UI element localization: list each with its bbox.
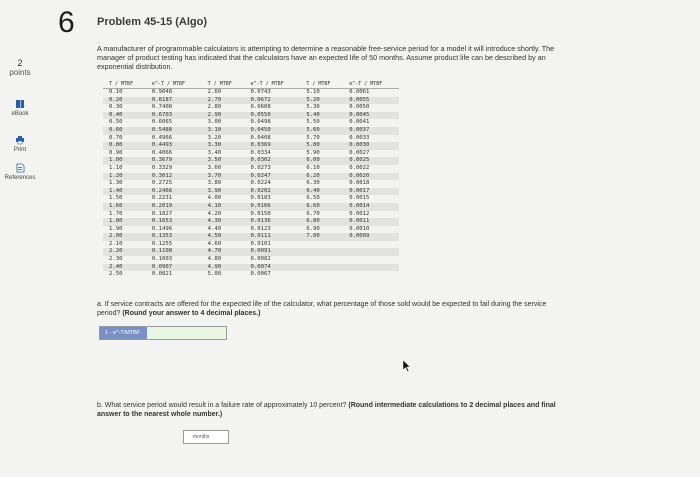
table-cell: 0.0743 [250,89,271,95]
points-value: 2 [17,58,23,68]
table-row [103,248,399,256]
table-cell: 6.80 [300,218,343,226]
table-cell: 1.30 [109,180,123,187]
table-cell: 0.0408 [250,134,271,141]
table-cell: 0.0022 [349,164,370,171]
table-row [103,211,399,219]
table-cell: 0.0017 [343,188,399,196]
table-cell: 6.60 [300,203,343,211]
table-cell: 3.80 [207,180,222,187]
table-cell: 0.1353 [146,233,202,241]
table-cell: 0.1255 [151,240,173,247]
part-b-instruction: (Round intermediate calculations to 2 decimal places and final answer to the nearest whole number.) [97,402,556,418]
table-cell: 0.0091 [245,248,301,256]
table-cell: 4.20 [207,210,222,217]
references-icon [15,163,25,173]
table-cell: 0.0450 [245,127,301,135]
question-number: 6 [58,6,75,39]
table-cell: 0.0123 [250,225,271,232]
table-cell: 0.1003 [151,256,173,263]
table-cell: 0.0033 [349,134,370,141]
table-cell: 0.0055 [343,97,399,105]
table-cell: 0.0166 [245,203,301,211]
table-cell: 1.70 [109,210,123,217]
table-row [103,97,399,105]
table-cell: 3.90 [202,188,245,196]
table-cell: 0.4966 [151,134,173,141]
table-cell: 0.2231 [151,195,173,202]
table-cell: 5.70 [306,134,320,141]
table-cell [343,256,399,264]
table-row [103,119,399,127]
table-cell: 0.9048 [151,89,173,95]
table-cell: 3.50 [202,157,245,165]
printer-icon [15,135,25,145]
table-cell: 0.0014 [343,203,399,211]
table-row [103,104,399,112]
part-b-answer-box [183,430,229,444]
mouse-cursor-icon [403,360,411,372]
table-cell: 1.00 [103,157,146,165]
part-b-unit: months [193,434,210,440]
table-row [103,218,399,226]
table-cell: 5.10 [306,89,320,95]
table-cell: 4.80 [207,256,222,263]
table-row [103,241,399,249]
table-cell: 0.3329 [151,164,173,171]
table-cell: 0.0050 [349,104,370,111]
table-cell [343,241,399,249]
table-cell: 1.50 [109,195,123,202]
table-cell: 2.90 [202,112,245,120]
table-cell: 3.60 [207,164,222,171]
table-header: e^-T / MTBF [146,80,202,89]
table-cell: 5.20 [300,97,343,105]
table-cell: 0.7408 [151,104,173,111]
table-cell: 0.1108 [146,248,202,256]
table-cell: 3.40 [207,149,222,156]
table-cell: 0.30 [109,104,123,111]
table-row [103,271,399,279]
table-row [103,203,399,211]
table-cell: 0.4066 [151,149,173,156]
table-cell: 0.2019 [146,203,202,211]
table-cell: 1.40 [103,188,146,196]
table-cell: 5.90 [306,149,320,156]
table-cell: 0.0498 [250,119,271,126]
table-header: e^-T / MTBF [343,80,399,89]
table-cell: 0.3679 [146,157,202,165]
part-b-question [97,401,567,419]
table-cell: 1.10 [109,164,123,171]
table-cell: 0.0608 [250,104,271,111]
table-cell: 0.0150 [250,210,271,217]
table-cell: 3.70 [202,173,245,181]
table-cell [300,256,343,264]
points-badge [0,58,40,78]
table-header: T / MTBF [202,80,245,89]
table-cell [343,264,399,272]
table-cell: 0.0025 [343,157,399,165]
table-cell: 4.50 [202,233,245,241]
table-cell: 6.20 [300,173,343,181]
table-row [103,157,399,165]
table-cell: 2.40 [103,264,146,272]
table-cell: 4.10 [202,203,245,211]
table-cell: 3.30 [202,142,245,150]
table-cell: 2.60 [207,89,222,95]
table-cell: 0.20 [103,97,146,105]
table-cell: 6.10 [306,164,320,171]
table-cell: 0.1496 [151,225,173,232]
table-cell [343,248,399,256]
table-row [103,127,399,135]
table-cell: 0.2725 [151,180,173,187]
table-cell: 4.00 [207,195,222,202]
table-cell: 0.2466 [146,188,202,196]
table-cell: 6.00 [300,157,343,165]
table-cell: 0.60 [103,127,146,135]
table-cell: 0.0821 [151,271,173,278]
points-label: points [9,68,31,77]
table-cell: 7.00 [300,233,343,241]
table-cell: 6.40 [300,188,343,196]
table-cell: 0.0302 [245,157,301,165]
sidebar-references[interactable] [0,163,40,181]
table-cell: 0.0247 [245,173,301,181]
table-row [103,150,399,158]
problem-prompt: A manufacturer of programmable calculators is attempting to determine a reasonable free-service period for a model it will introduce shortly. The manager of product testing has indicated that the calculators have an expected life of 50 months. Assume product life can be described by an exponential distribution. [97,44,555,71]
table-cell: 0.50 [109,119,123,126]
table-cell: 1.90 [109,225,123,232]
table-cell: 6.90 [306,225,320,232]
table-cell: 0.0907 [146,264,202,272]
table-cell: 6.30 [306,180,320,187]
problem-title: Problem 45-15 (Algo) [97,16,208,28]
table-cell: 0.0101 [250,240,271,247]
table-cell: 0.10 [109,89,123,95]
table-cell: 0.1653 [146,218,202,226]
table-cell: 2.10 [109,240,123,247]
table-cell: 0.0334 [250,149,271,156]
table-cell: 0.40 [103,112,146,120]
table-header: T / MTBF [300,80,343,89]
table-row [103,112,399,120]
table-cell: 1.80 [103,218,146,226]
table-cell: 4.40 [207,225,222,232]
table-row [103,135,399,143]
table-cell: 0.0672 [245,97,301,105]
table-cell: 0.0136 [245,218,301,226]
table-cell: 4.90 [202,264,245,272]
table-cell: 0.6065 [151,119,173,126]
table-row [103,233,399,241]
table-row [103,180,399,188]
table-cell: 0.0061 [349,89,370,95]
table-cell: 2.00 [103,233,146,241]
table-cell: 3.10 [202,127,245,135]
table-cell: 0.8187 [146,97,202,105]
table-cell: 5.40 [300,112,343,120]
table-cell [300,248,343,256]
table-cell: 5.80 [300,142,343,150]
table-cell: 0.0018 [349,180,370,187]
table-cell: 0.0273 [250,164,271,171]
table-cell: 0.0074 [245,264,301,272]
table-cell: 0.0202 [245,188,301,196]
table-row [103,264,399,272]
table-cell: 2.50 [109,271,123,278]
table-cell: 0.0183 [250,195,271,202]
table-cell: 0.0067 [250,271,271,278]
table-cell: 0.0037 [343,127,399,135]
table-cell: 0.0011 [343,218,399,226]
table-row [103,173,399,181]
exponential-table [103,80,399,279]
table-cell: 2.80 [207,104,222,111]
table-cell: 0.0027 [349,149,370,156]
table-cell: 0.0009 [343,233,399,241]
table-header: e^-T / MTBF [245,80,301,89]
table-cell: 0.3012 [146,173,202,181]
table-cell: 0.0224 [250,180,271,187]
table-cell: 4.60 [207,240,222,247]
table-cell: 2.20 [103,248,146,256]
table-cell: 5.50 [306,119,320,126]
part-a-answer-input[interactable] [147,327,226,339]
table-cell: 0.70 [109,134,123,141]
table-row [103,89,399,97]
table-row [103,142,399,150]
table-cell: 2.70 [202,97,245,105]
table-cell [300,241,343,249]
table-cell: 4.30 [202,218,245,226]
table-row [103,188,399,196]
table-cell: 0.1827 [151,210,173,217]
table-cell: 0.6703 [146,112,202,120]
part-a-question [97,300,567,318]
table-cell [343,271,399,279]
table-cell [300,271,343,279]
part-a-answer-box [99,326,227,340]
table-cell [300,264,343,272]
part-a-instruction: (Round your answer to 4 decimal places.) [122,310,261,317]
table-cell: 6.50 [306,195,320,202]
part-b-text: b. What service period would result in a failure rate of approximately 10 percent? [97,402,347,409]
table-cell: 3.20 [207,134,222,141]
part-a-text: a. If service contracts are offered for the expected life of the calculator, what percentage of those sold would be expected to fail during the service period? [97,301,547,317]
book-icon [15,99,25,109]
sidebar-ebook-label: eBook [11,111,29,117]
part-a-input-label: 1 - e^-T/MTBF [100,327,147,339]
table-cell: 3.00 [207,119,222,126]
table-header: T / MTBF [103,80,146,89]
table-cell: 5.60 [300,127,343,135]
table-header-row [103,80,399,89]
table-cell: 0.80 [103,142,146,150]
table-cell: 6.70 [306,210,320,217]
table-row [103,226,399,234]
table-cell: 0.0010 [349,225,370,232]
table-cell: 0.0041 [349,119,370,126]
table-cell: 0.5488 [146,127,202,135]
table-row [103,165,399,173]
sidebar-ebook[interactable] [0,99,40,117]
table-cell: 0.0111 [245,233,301,241]
sidebar-print[interactable] [0,135,40,153]
table-cell: 0.90 [109,149,123,156]
table-cell: 5.00 [207,271,222,278]
table-cell: 1.20 [103,173,146,181]
table-cell: 0.0082 [250,256,271,263]
table-cell: 0.0012 [349,210,370,217]
table-cell: 0.0020 [343,173,399,181]
table-row [103,195,399,203]
table-cell: 4.70 [202,248,245,256]
table-row [103,256,399,264]
table-cell: 0.0550 [245,112,301,120]
table-cell: 5.30 [306,104,320,111]
table-cell: 2.30 [109,256,123,263]
table-cell: 0.0030 [343,142,399,150]
table-cell: 0.0369 [245,142,301,150]
table-cell: 0.0015 [349,195,370,202]
table-cell: 0.0045 [343,112,399,120]
table-cell: 1.60 [103,203,146,211]
table-cell: 0.4493 [146,142,202,150]
sidebar-references-label: References [4,175,36,181]
sidebar-print-label: Print [13,147,27,153]
